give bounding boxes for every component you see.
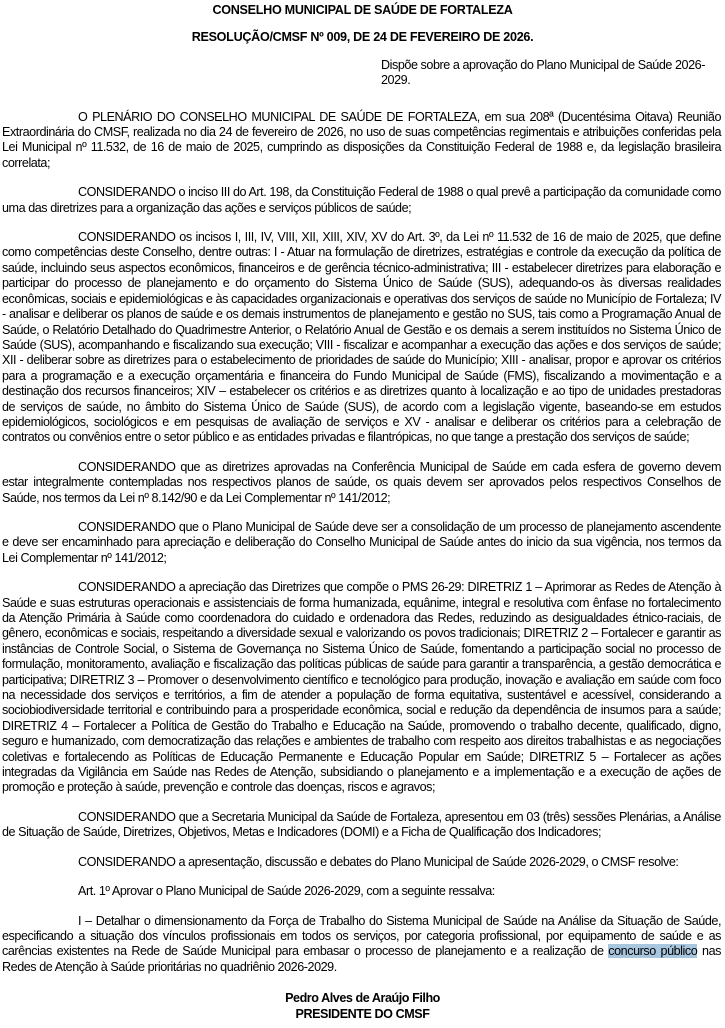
resolution-title: RESOLUÇÃO/CMSF Nº 009, DE 24 DE FEVEREIRO DE 2026.	[191, 30, 534, 45]
signatory-role: PRESIDENTE DO CMSF	[295, 1006, 430, 1021]
considerando-paragraph: CONSIDERANDO o inciso III do Art. 198, da Constituição Federal de 1988 o qual prevê a participação da comunidade como uma das diretrizes para a organização das ações e serviços públicos de saúde;	[2, 185, 721, 215]
considerando-paragraph: CONSIDERANDO que as diretrizes aprovadas na Conferência Municipal de Saúde em cada esfera de governo devem estar integralmente contempladas nos respectivos planos de saúde, os quais devem ser aprovados pelos respectivos Conselhos de Saúde, nos termos da Lei nº 8.142/90 e da Lei Complementar nº 141/2012;	[2, 459, 721, 505]
preamble-paragraph: O PLENÁRIO DO CONSELHO MUNICIPAL DE SAÚDE DE FORTALEZA, em sua 208ª (Ducentésima Oitava) Reunião Extraordinária do CMSF, realizada no dia 24 de fevereiro de 2026, no uso de suas competências regimentais e atribuições conferidas pela Lei Municipal nº 11.532, de 16 de maio de 2025, cumprindo as disposições da Constituição Federal de 1988 e, da legislação brasileira correlata;	[2, 109, 721, 170]
signatory-name: Pedro Alves de Araújo Filho	[285, 991, 440, 1006]
item-i-text: I – Detalhar o dimensionamento da Força de Trabalho do Sistema Municipal de Saúde na Análise da Situação de Saúde, especificando a situação dos vínculos profissionais em todos os serviços, por categoria profissional, por equipamento de saúde e as carências existentes na Rede de Saúde Municipal para embasar o processo de planejamento e a realização de	[2, 913, 721, 959]
item-i-paragraph	[2, 914, 721, 976]
council-name-heading: CONSELHO MUNICIPAL DE SAÚDE DE FORTALEZA	[212, 3, 513, 17]
item-i-text-end: nas Redes de Atenção à Saúde prioritárias no quadriênio 2026-2029.	[2, 944, 721, 974]
considerando-paragraph: CONSIDERANDO que o Plano Municipal de Saúde deve ser a consolidação de um processo de planejamento ascendente e deve ser encaminhado para apreciação e deliberação do Conselho Municipal de Saúde antes do inicio da sua vigência, nos termos da Lei Complementar nº 141/2012;	[2, 519, 721, 565]
considerando-paragraph: CONSIDERANDO a apresentação, discussão e debates do Plano Municipal de Saúde 2026-2029, o CMSF resolve:	[78, 854, 679, 869]
selected-text-highlight[interactable]: concurso público	[608, 944, 698, 959]
considerando-paragraph: CONSIDERANDO a apreciação das Diretrizes que compõe o PMS 26-29: DIRETRIZ 1 – Aprimorar as Redes de Atenção à Saúde e suas estruturas operacionais e assistenciais de forma humanizada, equânime, integral e resolutiva com ênfase no fortalecimento da Atenção Primária à Saúde como coordenadora do cuidado e ordenadora das Redes, reduzindo as desigualdades étnico-raciais, de gênero, econômicas e sociais, respeitando a diversidade sexual e valorizando os povos tradicionais; DIRETRIZ 2 – Fortalecer e garantir as instâncias de Controle Social, o Sistema de Governança no Sistema Único de Saúde, fomentando a participação social no processo de formulação, monitoramento, avaliação e fiscalização das políticas públicas de saúde para garantir a transparência, a gestão democrática e participativa; DIRETRIZ 3 – Promover o desenvolvimento científico e tecnológico para produção, inovação e avaliação em saúde com foco na necessidade dos serviços e territórios, a fim de atender a população de forma equitativa, sustentável e acessível, considerando a sociobiodiversidade territorial e contribuindo para a prosperidade econômica, social e redução da dependência de insumos para a saúde; DIRETRIZ 4 – Fortalecer a Política de Gestão do Trabalho e Educação na Saúde, promovendo o trabalho decente, qualificado, digno, seguro e humanizado, com democratização das relações e ambientes de trabalho com respeito aos direitos trabalhistas e as negociações coletivas e fortalecendo as Políticas de Educação Permanente e Educação Popular em Saúde; DIRETRIZ 5 – Fortalecer as ações integradas da Vigilância em Saúde nas Redes de Atenção, subsidiando o planejamento e a implementação e a execução de ações de promoção e proteção à saúde, prevenção e controle das doenças, riscos e agravos;	[2, 580, 721, 795]
considerando-paragraph: CONSIDERANDO os incisos I, III, IV, VIII, XII, XIII, XIV, XV do Art. 3º, da Lei nº 11.532 de 16 de maio de 2025, que define como competências deste Conselho, dentre outras: I - Atuar na formulação de diretrizes, estratégias e controle da execução da política de saúde, incluindo seus aspectos econômicos, financeiros e de gerência técnico-administrativa; III - estabelecer diretrizes para elaboração e participar do processo de planejamento e do orçamento do Sistema Único de Saúde (SUS), adequando-os às diversas realidades econômicas, sociais e epidemiológicas e às capacidades organizacionais e operativas dos serviços de saúde no Município de Fortaleza; IV - analisar e deliberar os planos de saúde e os demais instrumentos de planejamento e gestão no SUS, tais como a Programação Anual de Saúde, o Relatório Detalhado do Quadrimestre Anterior, o Relatório Anual de Gestão e os demais a serem instituídos no Sistema Único de Saúde (SUS), acompanhando e fiscalizando sua execução; VIII - fiscalizar e acompanhar a execução das ações e dos serviços de saúde; XII - deliberar sobre as diretrizes para o estabelecimento de prioridades de saúde do Município; XIII - analisar, propor e aprovar os critérios para a programação e a execução orçamentária e financeira do Fundo Municipal de Saúde (FMS), fiscalizando a movimentação e a destinação dos recursos financeiros; XIV – estabelecer os critérios e as diretrizes quanto à localização e ao tipo de unidades prestadoras de serviços de saúde, no âmbito do Sistema Único de Saúde (SUS), de acordo com a legislação vigente, baseando-se em estudos epidemiológicos, sociológicos e em pesquisas de avaliação de serviços e XV - analisar e deliberar os critérios para a celebração de contratos ou convênios entre o setor público e as entidades privadas e filantrópicas, no que tange a prestação dos serviços de saúde;	[2, 230, 721, 445]
ementa-summary: Dispõe sobre a aprovação do Plano Municipal de Saúde 2026-2029.	[381, 57, 705, 88]
article-1-paragraph: Art. 1º Aprovar o Plano Municipal de Saúde 2026-2029, com a seguinte ressalva:	[78, 884, 495, 899]
considerando-paragraph: CONSIDERANDO que a Secretaria Municipal da Saúde de Fortaleza, apresentou em 03 (três) sessões Plenárias, a Análise de Situação de Saúde, Diretrizes, Objetivos, Metas e Indicadores (DOMI) e a Ficha de Qualificação dos Indicadores;	[2, 809, 721, 840]
